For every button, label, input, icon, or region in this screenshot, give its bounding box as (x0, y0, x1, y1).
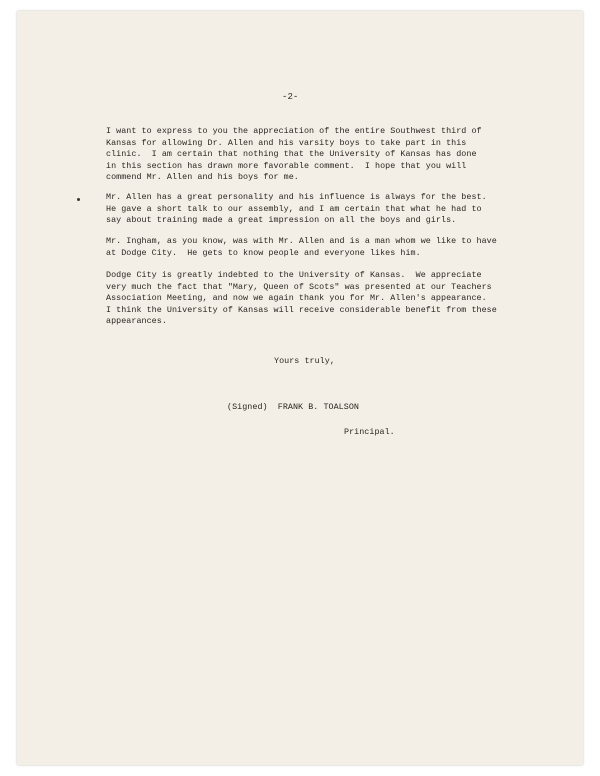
text-line: I want to express to you the appreciation of the entire Southwest third of (106, 126, 482, 136)
paragraph-dodge-city (106, 270, 526, 328)
paragraph-appreciation (106, 126, 526, 184)
signer-title: Principal. (344, 427, 395, 437)
text-line: Mr. Allen has a great personality and his influence is always for the best. (106, 192, 487, 202)
text-line: in this section has drawn more favorable comment. I hope that you will (106, 160, 467, 171)
text-line: say about training made a great impression on all the boys and girls. (106, 215, 457, 225)
text-line: Mr. Ingham, as you know, was with Mr. Allen and is a man whom we like to have (106, 236, 497, 246)
page-number: -2- (282, 92, 299, 102)
letter-page (17, 11, 583, 765)
text-line: commend Mr. Allen and his boys for me. (106, 172, 299, 182)
text-line: Kansas for allowing Dr. Allen and his varsity boys to take part in this (106, 137, 467, 148)
signature: (Signed) FRANK B. TOALSON (227, 402, 359, 412)
text-line: He gave a short talk to our assembly, and I am certain that what he had to (106, 203, 482, 214)
text-line: at Dodge City. He gets to know people and everyone likes him. (106, 247, 421, 258)
closing: Yours truly, (274, 356, 335, 366)
margin-mark (77, 198, 80, 201)
text-line: very much the fact that "Mary, Queen of Scots" was presented at our Teachers (106, 281, 492, 292)
text-line: I think the University of Kansas will receive considerable benefit from these (106, 304, 497, 315)
text-line: appearances. (106, 316, 167, 326)
text-line: Dodge City is greatly indebted to the University of Kansas. We appreciate (106, 270, 482, 280)
text-line: Association Meeting, and now we again thank you for Mr. Allen's appearance. (106, 293, 487, 303)
text-line: clinic. I am certain that nothing that the University of Kansas has done (106, 149, 477, 159)
paragraph-ingham (106, 236, 526, 259)
paragraph-personality (106, 192, 526, 227)
